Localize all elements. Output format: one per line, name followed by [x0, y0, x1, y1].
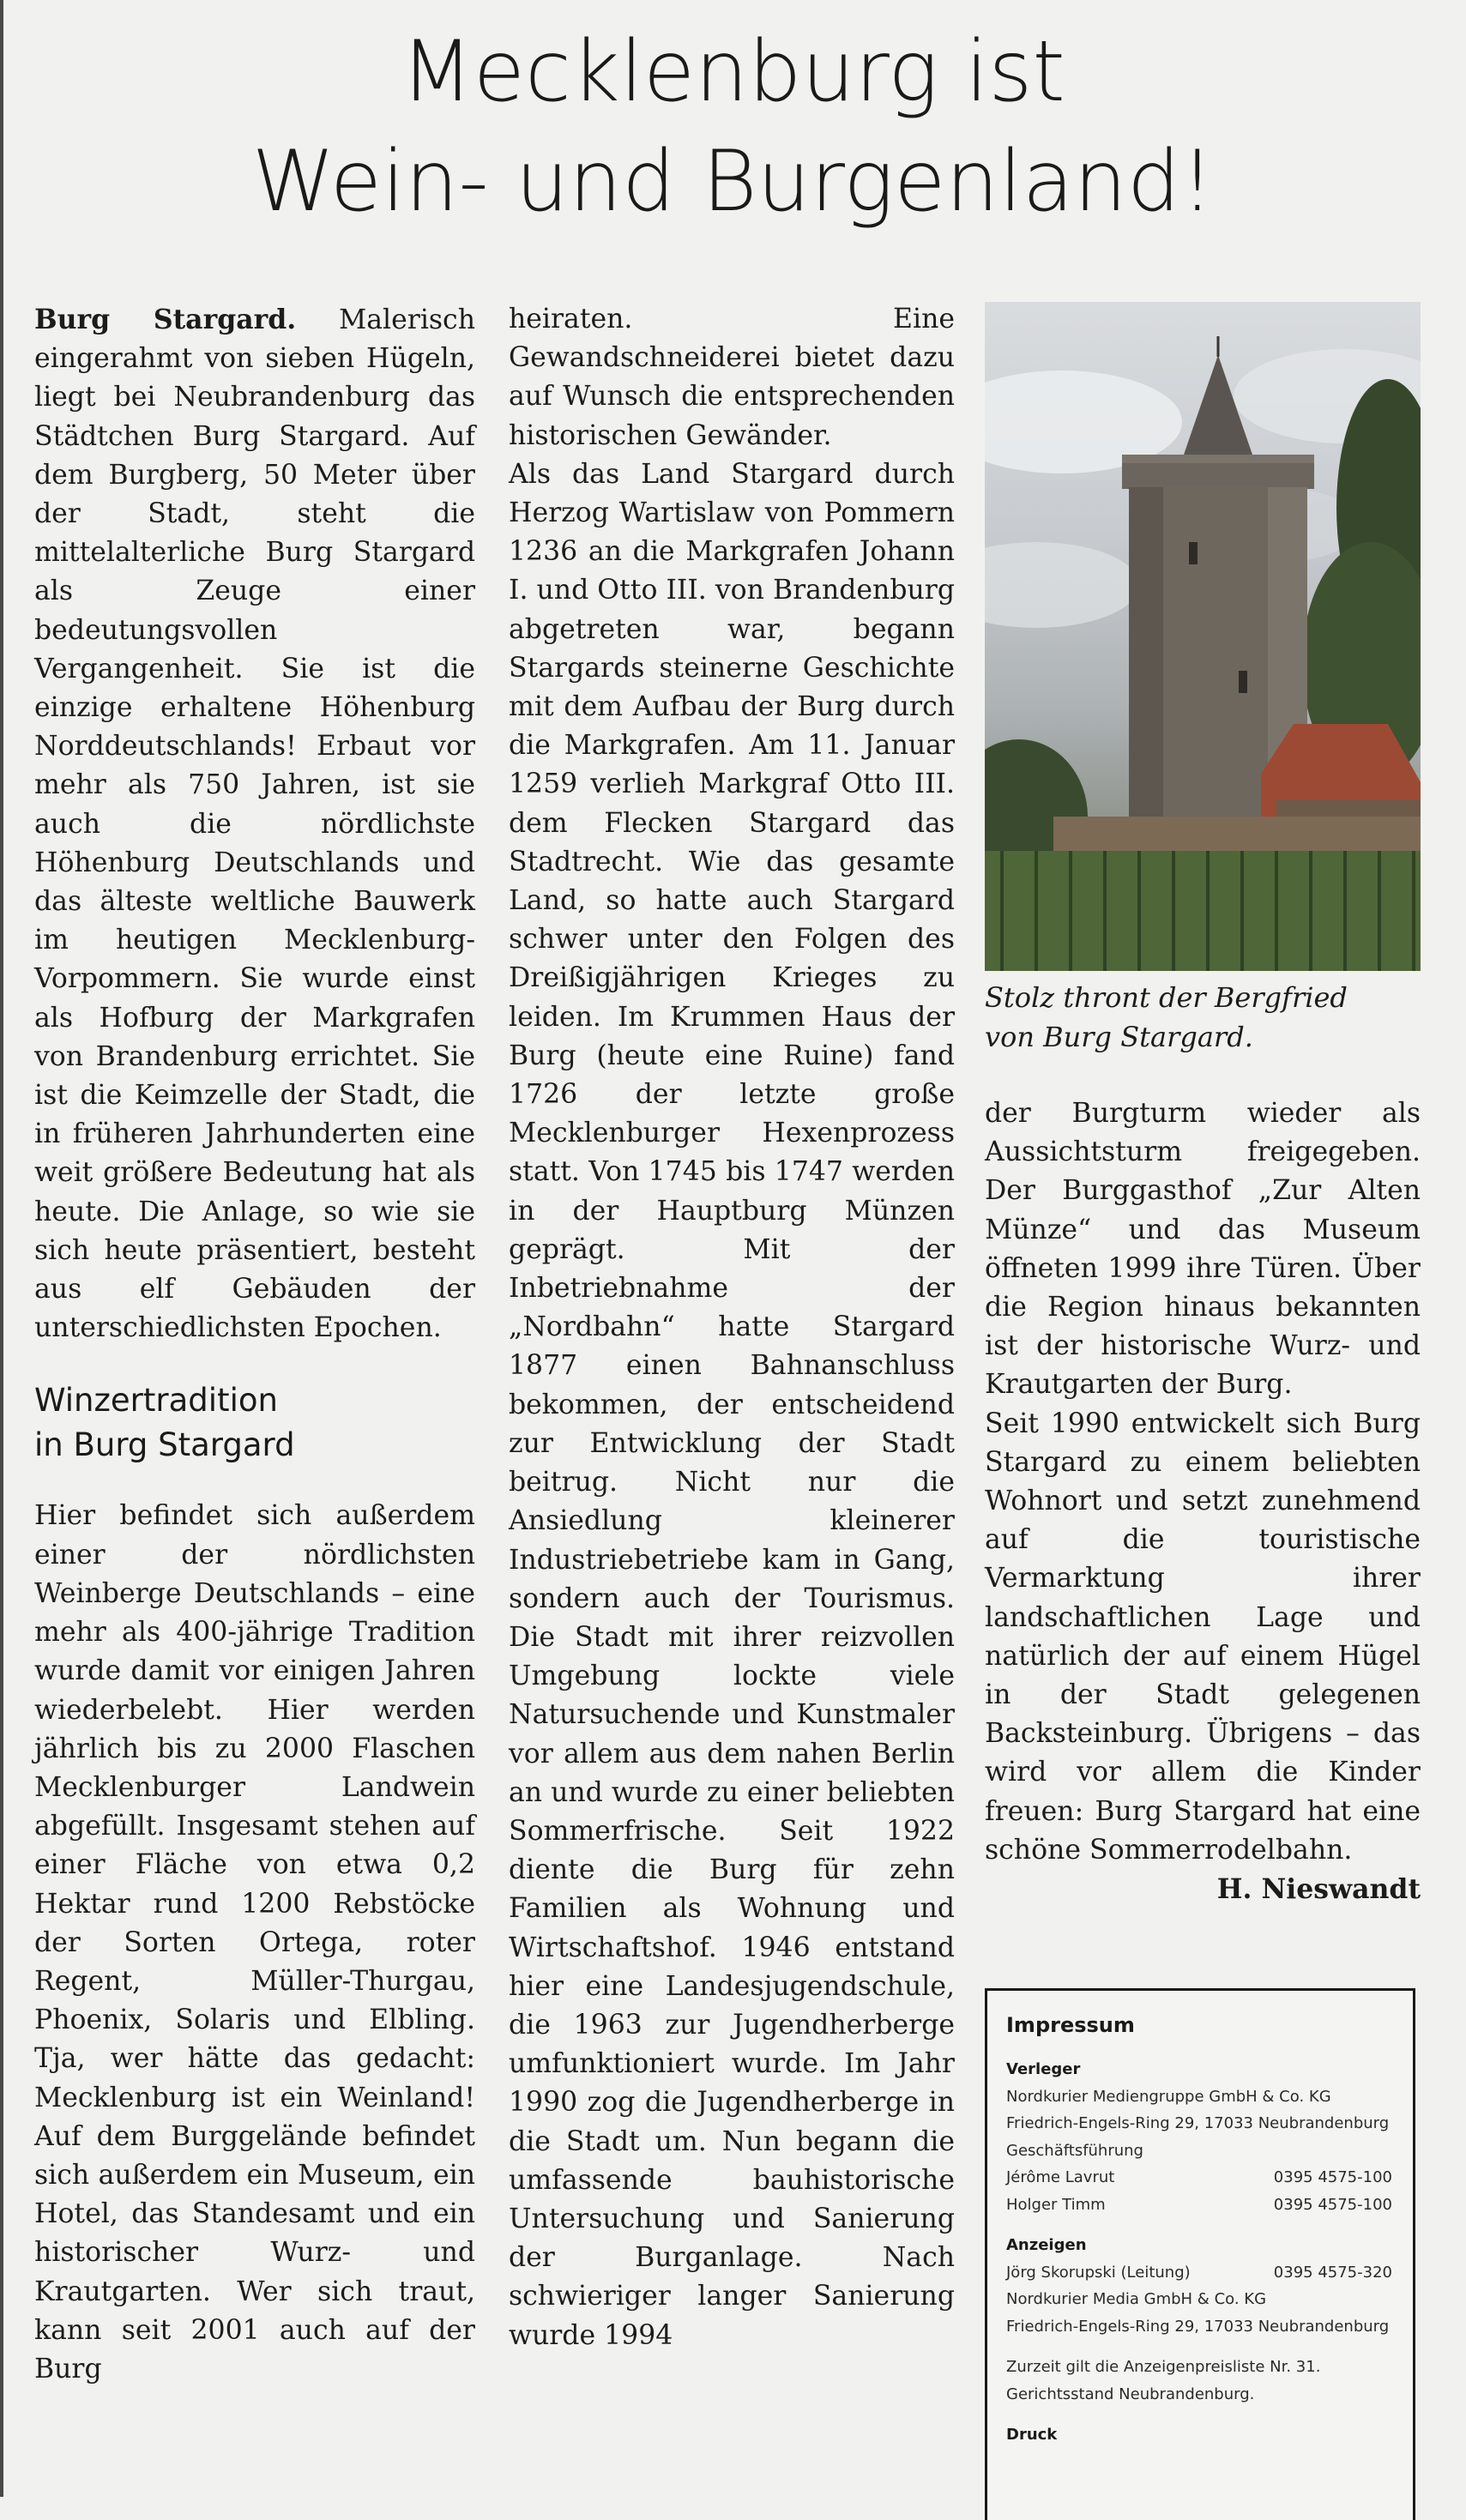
impressum-section-label: Verleger — [1006, 2060, 1081, 2078]
impressum-line: Nordkurier Mediengruppe GmbH & Co. KG — [1006, 2087, 1331, 2106]
page-edge — [0, 0, 3, 2497]
impressum-contact-row — [1006, 2259, 1392, 2287]
article-paragraph: Hier befindet sich außerdem einer der nördlichsten Weinberge Deutschlands – eine mehr als 400-jährige Tradition wurde damit vor einigen Jahren wiederbelebt. Hier werden jährlich bis zu 2000 Flaschen Mecklenburger Landwein abgefüllt. Insgesamt stehen auf einer Fläche von etwa 0,2 Hektar rund 1200 Rebstöcke der Sorten Ortega, roter Regent, Müller-Thurgau, Phoenix, Solaris und Elbling. Tja, wer hätte das gedacht: Mecklenburg ist ein Weinland! Auf dem Burggelände befindet sich außerdem ein Museum, ein Hotel, das Standesamt und ein historischer Wurz- und Krautgarten. Wer sich traut, kann seit 2001 auch auf der Burg — [34, 1500, 475, 2384]
headline-line-1: Mecklenburg ist — [401, 23, 1065, 121]
impressum-section-label: Druck — [1006, 2426, 1058, 2444]
subheading — [34, 1378, 475, 1468]
caption-line-1: Stolz thront der Bergfried — [985, 981, 1348, 1014]
dateline: Burg Stargard. — [34, 304, 297, 335]
subheading-line-2: in Burg Stargard — [34, 1426, 295, 1464]
headline — [34, 17, 1432, 237]
headline-line-2: Wein- und Burgenland! — [251, 133, 1215, 231]
impressum-title: Impressum — [1006, 2013, 1135, 2037]
contact-phone: 0395 4575-100 — [1273, 2195, 1392, 2214]
impressum-line: Friedrich-Engels-Ring 29, 17033 Neubrandenburg — [1006, 2317, 1390, 2336]
photo-caption — [985, 978, 1421, 1057]
impressum-line: Geschäftsführung — [1006, 2141, 1143, 2160]
contact-phone: 0395 4575-100 — [1273, 2168, 1392, 2186]
article-column-3 — [985, 1094, 1421, 1908]
impressum-contact-row — [1006, 2191, 1392, 2219]
author-signature: H. Nieswandt — [1216, 1873, 1421, 1906]
paragraph-text: Seit 1990 entwickelt sich Burg Stargard zu einem beliebten Wohnort und setzt zunehmend auf die touristische Vermarktung ihrer landschaftlichen Lage und natürlich der auf einem Hügel in der Stadt gelegenen Backsteinburg. Übrigens – das wird vor allem die Kinder freuen: Burg Stargard hat eine schöne Sommerrodelbahn. — [985, 1408, 1421, 1866]
impressum-line: Gerichtsstand Neubrandenburg. — [1006, 2384, 1255, 2403]
article-paragraph: der Burgturm wieder als Aussichtsturm freigegeben. Der Burggasthof „Zur Alten Münze“ und das Museum öffneten 1999 ihre Türen. Über die Region hinaus bekannten ist der historische Wurz- und Krautgarten der Burg. — [985, 1098, 1421, 1401]
article-column-1 — [34, 300, 475, 2389]
castle-tower-photo — [985, 302, 1421, 971]
article-paragraph: heiraten. Eine Gewandschneiderei bietet dazu auf Wunsch die entsprechenden historischen Gewänder. — [509, 304, 955, 451]
impressum-section-label: Anzeigen — [1006, 2236, 1087, 2254]
contact-name: Jérôme Lavrut — [1006, 2168, 1115, 2186]
impressum-contact-row — [1006, 2164, 1392, 2191]
paragraph-text: Malerisch eingerahmt von sieben Hügeln, liegt bei Neubrandenburg das Städtchen Burg Stargard. Auf dem Burgberg, 50 Meter über der Stadt, steht die mittelalterliche Burg Stargard als Zeuge einer bedeutungsvollen Vergangenheit. Sie ist die einzige erhaltene Höhenburg Norddeutschlands! Erbaut vor mehr als 750 Jahren, ist sie auch die nördlichste Höhenburg Deutschlands und das älteste weltliche Bauwerk im heutigen Mecklenburg-Vorpommern. Sie wurde einst als Hofburg der Markgrafen von Brandenburg errichtet. Sie ist die Keimzelle der Stadt, die in früheren Jahrhunderten eine weit größere Bedeutung hat als heute. Die Anlage, so wie sie sich heute präsentiert, besteht aus elf Gebäuden der unterschiedlichsten Epochen. — [34, 304, 475, 1344]
article-column-2 — [509, 300, 955, 2355]
contact-name: Holger Timm — [1006, 2195, 1106, 2214]
caption-line-2: von Burg Stargard. — [985, 1021, 1253, 1053]
article-paragraph — [34, 300, 475, 1347]
impressum-box — [985, 1988, 1415, 2520]
tower-illustration — [985, 302, 1421, 971]
impressum-line: Zurzeit gilt die Anzeigenpreisliste Nr. 31. — [1006, 2358, 1321, 2376]
contact-phone: 0395 4575-320 — [1273, 2263, 1392, 2282]
contact-name: Jörg Skorupski (Leitung) — [1006, 2263, 1191, 2282]
impressum-line: Friedrich-Engels-Ring 29, 17033 Neubrandenburg — [1006, 2114, 1390, 2132]
subheading-line-1: Winzertradition — [34, 1382, 278, 1420]
article-paragraph: Als das Land Stargard durch Herzog Wartislaw von Pommern 1236 an die Markgrafen Johann I. und Otto III. von Brandenburg abgetreten war, begann Stargards steinerne Geschichte mit dem Aufbau der Burg durch die Markgrafen. Am 11. Januar 1259 verlieh Markgraf Otto III. dem Flecken Stargard das Stadtrecht. Wie das gesamte Land, so hatte auch Stargard schwer unter den Folgen des Dreißigjährigen Krieges zu leiden. Im Krummen Haus der Burg (heute eine Ruine) fand 1726 der letzte große Mecklenburger Hexenprozess statt. Von 1745 bis 1747 werden in der Hauptburg Münzen geprägt. Mit der Inbetriebnahme der „Nordbahn“ hatte Stargard 1877 einen Bahnanschluss bekommen, der entscheidend zur Entwicklung der Stadt beitrug. Nicht nur die Ansiedlung kleinerer Industriebetriebe kam in Gang, sondern auch der Tourismus. Die Stadt mit ihrer reizvollen Umgebung lockte viele Natursuchende und Kunstmaler vor allem aus dem nahen Berlin an und wurde zu einer beliebten Sommerfrische. Seit 1922 diente die Burg für zehn Familien als Wohnung und Wirtschaftshof. 1946 entstand hier eine Landesjugendschule, die 1963 zur Jugendherberge umfunktioniert wurde. Im Jahr 1990 zog die Jugendherberge in die Stadt um. Nun begann die umfassende bauhistorische Untersuchung und Sanierung der Burganlage. Nach schwieriger langer Sanierung wurde 1994 — [509, 458, 955, 2351]
article-paragraph — [985, 1405, 1421, 1906]
impressum-line: Nordkurier Media GmbH & Co. KG — [1006, 2290, 1267, 2308]
